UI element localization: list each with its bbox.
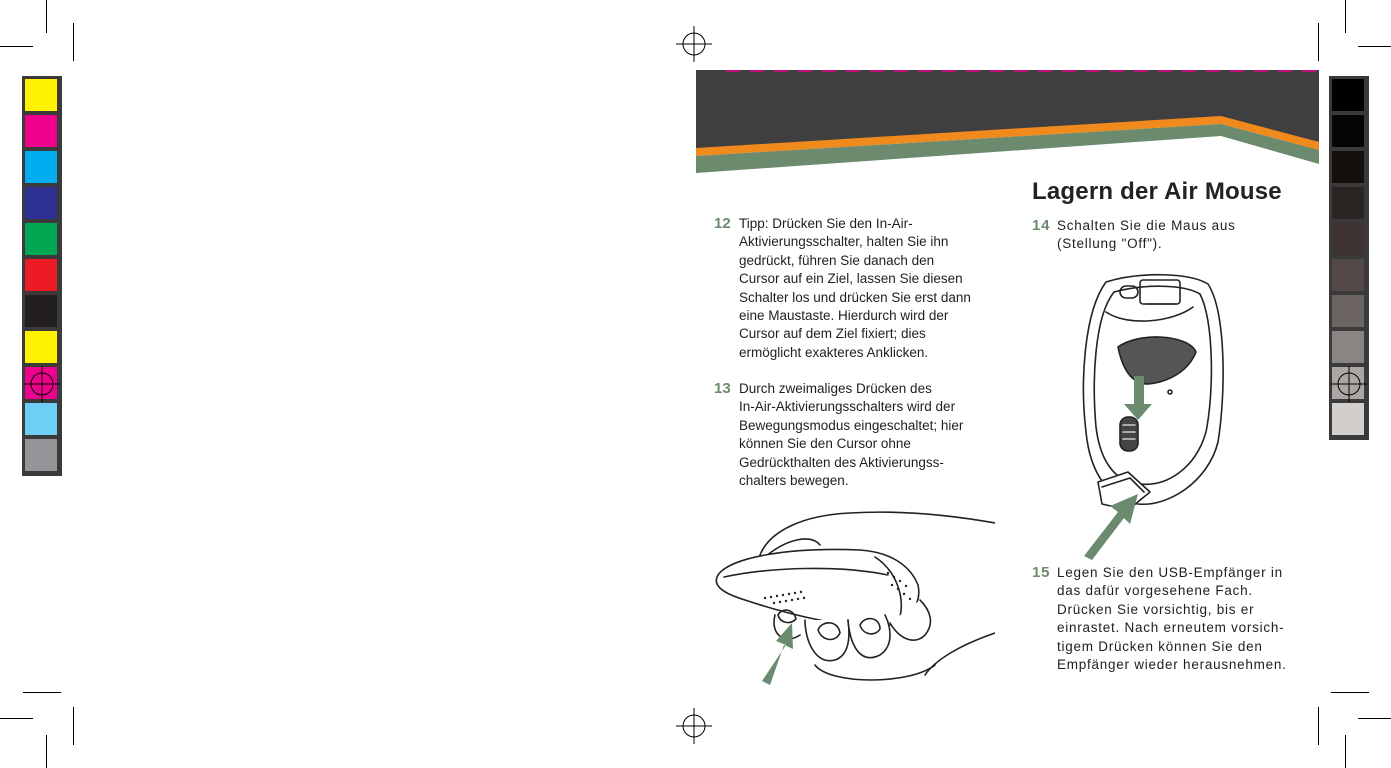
mouse-body-outline (716, 549, 918, 626)
step-text-line: Cursor auf dem Ziel fixiert; dies (739, 326, 926, 342)
color-swatch (1332, 79, 1364, 111)
color-swatch (1332, 151, 1364, 183)
color-swatch (25, 403, 57, 435)
registration-target-left (24, 366, 60, 402)
color-swatch (25, 151, 57, 183)
step-text-line: ermöglicht exakteres Anklicken. (739, 344, 929, 360)
color-swatch (25, 295, 57, 327)
mouse-underside-illustration (1078, 272, 1228, 562)
color-swatch (1332, 295, 1364, 327)
registration-target-top (676, 26, 712, 62)
step-text-line: Legen Sie den USB-Empfänger in (1057, 565, 1283, 580)
color-swatch (25, 259, 57, 291)
page-title: Lagern der Air Mouse (1032, 178, 1282, 205)
step-text-line: Bewegungsmodus eingeschaltet; hier (739, 417, 964, 433)
color-swatch (1332, 223, 1364, 255)
step-text-line: einrastet. Nach erneutem vorsich- (1057, 620, 1285, 636)
color-swatch (25, 115, 57, 147)
hand-holding-mouse-illustration (710, 495, 995, 685)
step-number: 14 (1032, 217, 1051, 234)
step-text-line: Tipp: Drücken Sie den In-Air- (739, 216, 913, 231)
color-swatch (25, 187, 57, 219)
step-text-line: Gedrückthalten des Aktivierungss- (739, 454, 944, 470)
step-number: 15 (1032, 564, 1051, 581)
step-text-line: das dafür vorgesehene Fach. (1057, 583, 1253, 599)
step-text-line: können Sie den Cursor ohne (739, 436, 911, 452)
color-swatch (1332, 331, 1364, 363)
step-text-line: In-Air-Aktivierungsschalters wird der (739, 399, 956, 415)
header-band (696, 70, 1319, 174)
registration-target-bottom (676, 708, 712, 744)
color-swatch (25, 439, 57, 471)
color-swatch (25, 223, 57, 255)
step-text-line: Schalten Sie die Maus aus (1057, 218, 1236, 233)
step-number: 12 (714, 215, 731, 232)
step-text-line: Cursor auf ein Ziel, lassen Sie diesen (739, 271, 963, 287)
step-text-line: eine Maustaste. Hierdurch wird der (739, 308, 949, 324)
step-text-line: Empfänger wieder herausnehmen. (1057, 657, 1287, 673)
step-text-line: Drücken Sie vorsichtig, bis er (1057, 601, 1255, 617)
color-calibration-bar-left (22, 76, 62, 476)
step-text-line: tigem Drücken können Sie den (1057, 638, 1263, 654)
hand-outline-top (760, 512, 995, 555)
color-swatch (1332, 115, 1364, 147)
registration-target-right (1331, 366, 1367, 402)
color-swatch (1332, 259, 1364, 291)
step-text-line: Schalter los und drücken Sie erst dann (739, 289, 971, 305)
step-text-line: gedrückt, führen Sie danach den (739, 252, 935, 268)
step-number: 13 (714, 380, 731, 397)
color-swatch (1332, 403, 1364, 435)
step-text-line: (Stellung "Off"). (1057, 236, 1163, 252)
step-text-line: Aktivierungsschalter, halten Sie ihn (739, 234, 949, 250)
color-swatch (25, 331, 57, 363)
step-text-line: Durch zweimaliges Drücken des (739, 381, 932, 396)
hand-outline-bottom (925, 633, 995, 675)
color-swatch (1332, 187, 1364, 219)
step-text-line: chalters bewegen. (739, 473, 849, 489)
color-swatch (25, 79, 57, 111)
